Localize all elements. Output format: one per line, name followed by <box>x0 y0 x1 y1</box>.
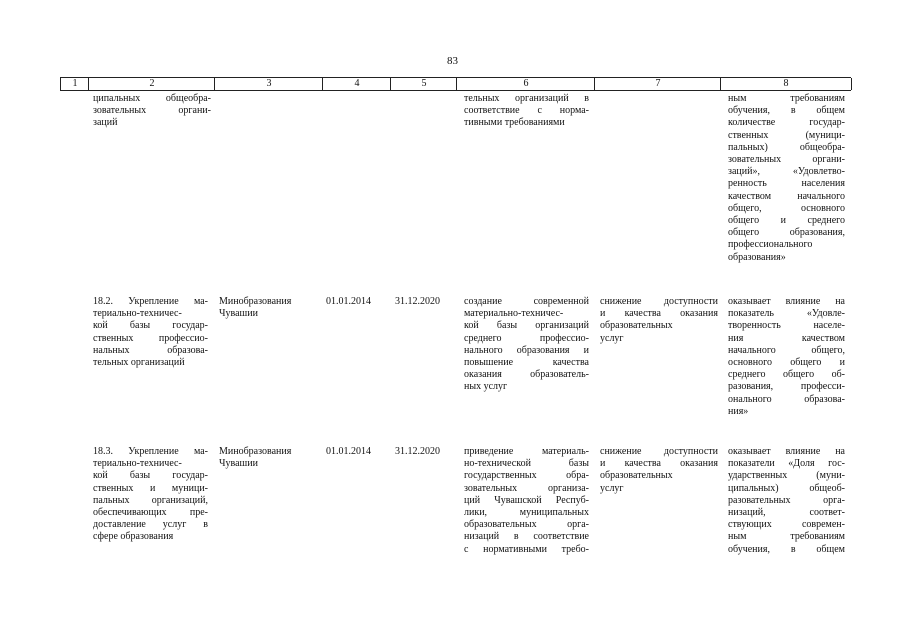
text-line: среднего общего об- <box>728 369 845 381</box>
text-line: Чувашии <box>219 458 258 470</box>
row-18-2-expected-result <box>464 296 589 394</box>
text-line: зовательных организа- <box>464 482 589 494</box>
text-line: сфере образования <box>93 531 174 543</box>
text-line: тельных организаций в <box>464 93 589 104</box>
text-line: основного общего и <box>728 357 845 369</box>
text-line: ния качеством <box>728 332 845 344</box>
row-18-3-activity <box>93 446 208 544</box>
text-line: ным требованиям <box>728 93 845 104</box>
text-line: заций <box>93 117 118 129</box>
text-line: услуг <box>600 482 624 494</box>
text-line: лики, муниципальных <box>464 507 589 519</box>
header-col-4: 4 <box>322 78 391 90</box>
row-18-3-indicator-link <box>728 446 845 556</box>
text-line: материально-техничес- <box>464 308 564 320</box>
continuation-col2 <box>93 93 211 130</box>
text-line: творенность населе- <box>728 320 845 332</box>
text-line: разовательных орга- <box>728 494 845 506</box>
text-line: тивными требованиями <box>464 117 565 129</box>
row-18-3-end-date: 31.12.2020 <box>395 446 440 457</box>
row-18-2-indicator-link <box>728 296 845 418</box>
text-line: ственных профессио- <box>93 332 208 344</box>
text-line: и качества оказания <box>600 308 718 320</box>
text-line: обеспечивающих пре- <box>93 507 208 519</box>
text-line: качеством начального <box>728 190 845 202</box>
row-18-2-activity <box>93 296 208 369</box>
text-line: образовательных <box>600 320 673 332</box>
text-line: ударственных (муни- <box>728 470 845 482</box>
text-line: показатели «Доля гос- <box>728 458 845 470</box>
text-line: нального образования и <box>464 344 589 356</box>
text-line: нальных образова- <box>93 344 208 356</box>
text-line: и качества оказания <box>600 458 718 470</box>
text-line: обучения, в общем <box>728 543 845 555</box>
text-line: оказания образователь- <box>464 369 589 381</box>
text-line: обучения, в общем <box>728 105 845 117</box>
text-line: онального образова- <box>728 393 845 405</box>
text-line: показатель «Удовле- <box>728 308 845 320</box>
text-line: кой базы государ- <box>93 320 208 332</box>
table-header-row <box>60 77 851 91</box>
text-line: государственных обра- <box>464 470 589 482</box>
text-line: Чувашии <box>219 308 258 320</box>
text-line: снижение доступности <box>600 446 718 457</box>
row-18-2-start-date: 01.01.2014 <box>326 296 371 307</box>
row-18-3-start-date: 01.01.2014 <box>326 446 371 457</box>
text-line: соответствие с норма- <box>464 105 589 117</box>
text-line: образования» <box>728 251 786 263</box>
text-line: Минобразования <box>219 446 292 457</box>
text-line: низаций в соответствие <box>464 531 589 543</box>
text-line: снижение доступности <box>600 296 718 307</box>
text-line: 18.3. Укрепление ма- <box>93 446 208 457</box>
text-line: пальных) общеобра- <box>728 141 845 153</box>
header-col-6: 6 <box>456 78 595 90</box>
text-line: количестве государ- <box>728 117 845 129</box>
text-line: общего и среднего <box>728 215 845 227</box>
header-col-1: 1 <box>60 78 89 90</box>
text-line: приведение материаль- <box>464 446 589 457</box>
text-line: ренность населения <box>728 178 845 190</box>
text-line: 18.2. Укрепление ма- <box>93 296 208 307</box>
continuation-col6 <box>464 93 589 130</box>
text-line: услуг <box>600 332 624 344</box>
text-line: разования, професси- <box>728 381 845 393</box>
text-line: заций», «Удовлетво- <box>728 166 845 178</box>
text-line: среднего профессио- <box>464 332 589 344</box>
text-line: ствующих современ- <box>728 519 845 531</box>
text-line: ных услуг <box>464 381 508 393</box>
header-col-2: 2 <box>88 78 215 90</box>
text-line: тельных организаций <box>93 357 185 369</box>
text-line: общего, основного <box>728 202 845 214</box>
text-line: но-технической базы <box>464 458 589 470</box>
text-line: ния» <box>728 405 749 417</box>
text-line: низаций, соответ- <box>728 507 845 519</box>
text-line: доставление услуг в <box>93 519 208 531</box>
text-line: образовательных орга- <box>464 519 589 531</box>
text-line: повышение качества <box>464 357 589 369</box>
text-line: оказывает влияние на <box>728 446 845 457</box>
header-col-3: 3 <box>214 78 323 90</box>
text-line: начального общего, <box>728 344 845 356</box>
row-18-3-consequences <box>600 446 718 495</box>
text-line: териально-техничес- <box>93 458 182 470</box>
text-line: кой базы организаций <box>464 320 589 332</box>
text-line: создание современной <box>464 296 589 307</box>
header-col-7: 7 <box>594 78 721 90</box>
text-line: профессионального <box>728 239 813 251</box>
text-line: ципальных) общеоб- <box>728 482 845 494</box>
text-line: ственных (муници- <box>728 129 845 141</box>
text-line: с нормативными требо- <box>464 543 589 555</box>
header-col-5: 5 <box>390 78 457 90</box>
text-line: зовательных органи- <box>93 105 211 117</box>
header-col-8: 8 <box>720 78 852 90</box>
text-line: ций Чувашской Респуб- <box>464 494 589 506</box>
continuation-col8 <box>728 93 845 264</box>
text-line: образовательных <box>600 470 673 482</box>
text-line: общего образования, <box>728 227 845 239</box>
row-18-2-executor <box>219 296 319 320</box>
row-18-2-consequences <box>600 296 718 345</box>
page-number: 83 <box>447 55 458 67</box>
text-line: кой базы государ- <box>93 470 208 482</box>
text-line: зовательных органи- <box>728 154 845 166</box>
text-line: оказывает влияние на <box>728 296 845 307</box>
text-line: ципальных общеобра- <box>93 93 211 104</box>
text-line: ственных и муници- <box>93 482 208 494</box>
row-18-2-end-date: 31.12.2020 <box>395 296 440 307</box>
text-line: териально-техничес- <box>93 308 182 320</box>
text-line: ным требованиям <box>728 531 845 543</box>
row-18-3-expected-result <box>464 446 589 556</box>
text-line: пальных организаций, <box>93 494 208 506</box>
text-line: Минобразования <box>219 296 292 307</box>
row-18-3-executor <box>219 446 319 470</box>
